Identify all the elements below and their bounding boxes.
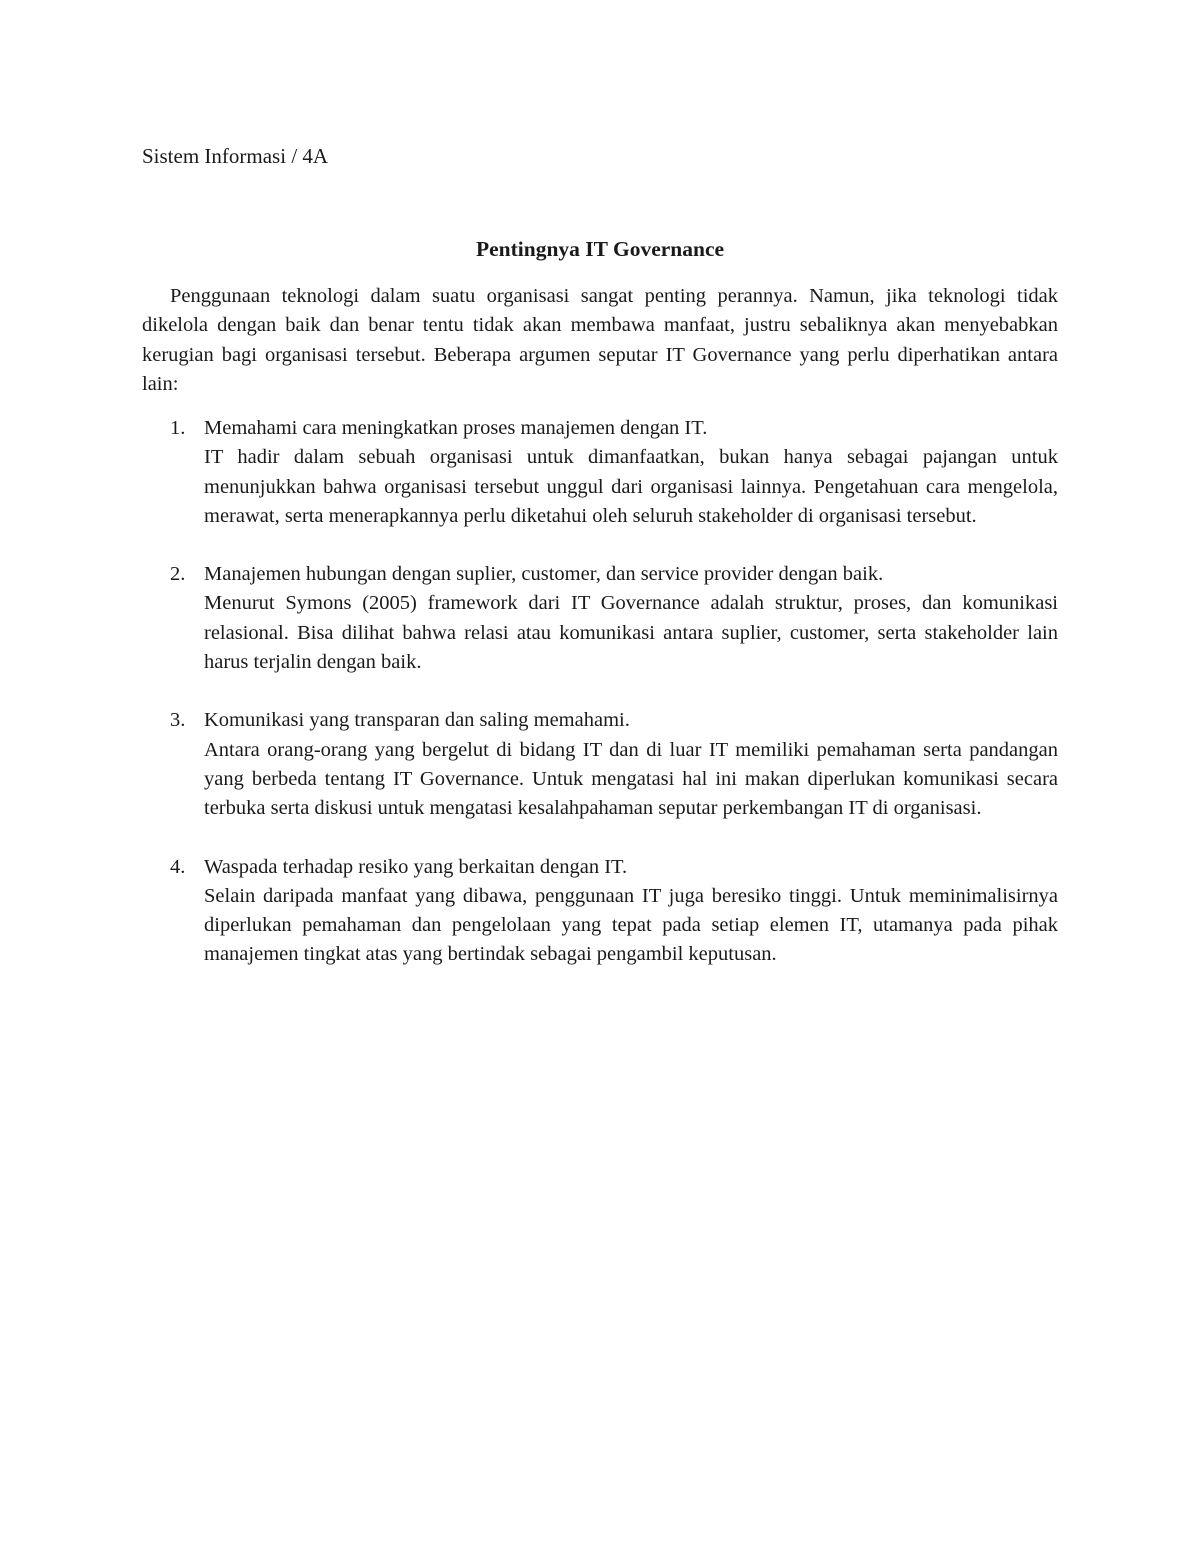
header-line: Sistem Informasi / 4A [142,144,329,168]
list-item [142,414,1058,531]
list-item-body: Antara orang-orang yang bergelut di bidang IT dan di luar IT memiliki pemahaman serta pandangan yang berbeda tentang IT Governance. Untuk mengatasi hal ini makan diperlukan komunikasi secara terbuka serta diskusi untuk mengatasi kesalahpahaman seputar perkembangan IT di organisasi. [204,738,1058,820]
document-title: Pentingnya IT Governance [475,237,725,261]
list-item [142,706,1058,823]
list-item-number: 1. [170,417,186,439]
list-item [142,853,1058,970]
list-item-heading: Komunikasi yang transparan dan saling memahami. [204,709,630,732]
list-item-heading: Waspada terhadap resiko yang berkaitan dengan IT. [204,855,628,878]
argument-list [142,414,1058,999]
list-item-heading: Memahami cara meningkatkan proses manajemen dengan IT. [204,417,708,439]
list-item-heading: Manajemen hubungan dengan suplier, customer, dan service provider dengan baik. [204,563,884,586]
list-item-body: Selain daripada manfaat yang dibawa, penggunaan IT juga beresiko tinggi. Untuk meminimalisirnya diperlukan pemahaman dan pengelolaan yang tepat pada setiap elemen IT, utamanya pada pihak manajemen tingkat atas yang bertindak sebagai pengambil keputusan. [204,884,1058,966]
intro-paragraph: Penggunaan teknologi dalam suatu organisasi sangat penting perannya. Namun, jika teknologi tidak dikelola dengan baik dan benar tentu tidak akan membawa manfaat, justru sebaliknya akan menyebabkan kerugian bagi organisasi tersebut. Beberapa argumen seputar IT Governance yang perlu diperhatikan antara lain: [142,285,1058,395]
list-item [142,560,1058,677]
list-item-number: 2. [170,563,186,586]
list-item-number: 3. [170,709,186,732]
list-item-number: 4. [170,855,186,878]
list-item-body: Menurut Symons (2005) framework dari IT Governance adalah struktur, proses, dan komunikasi relasional. Bisa dilihat bahwa relasi atau komunikasi antara suplier, customer, serta stakeholder lain harus terjalin dengan baik. [204,592,1058,674]
list-item-body: IT hadir dalam sebuah organisasi untuk dimanfaatkan, bukan hanya sebagai pajangan untuk menunjukkan bahwa organisasi tersebut unggul dari organisasi lainnya. Pengetahuan cara mengelola, merawat, serta menerapkannya perlu diketahui oleh seluruh stakeholder di organisasi tersebut. [204,446,1058,527]
